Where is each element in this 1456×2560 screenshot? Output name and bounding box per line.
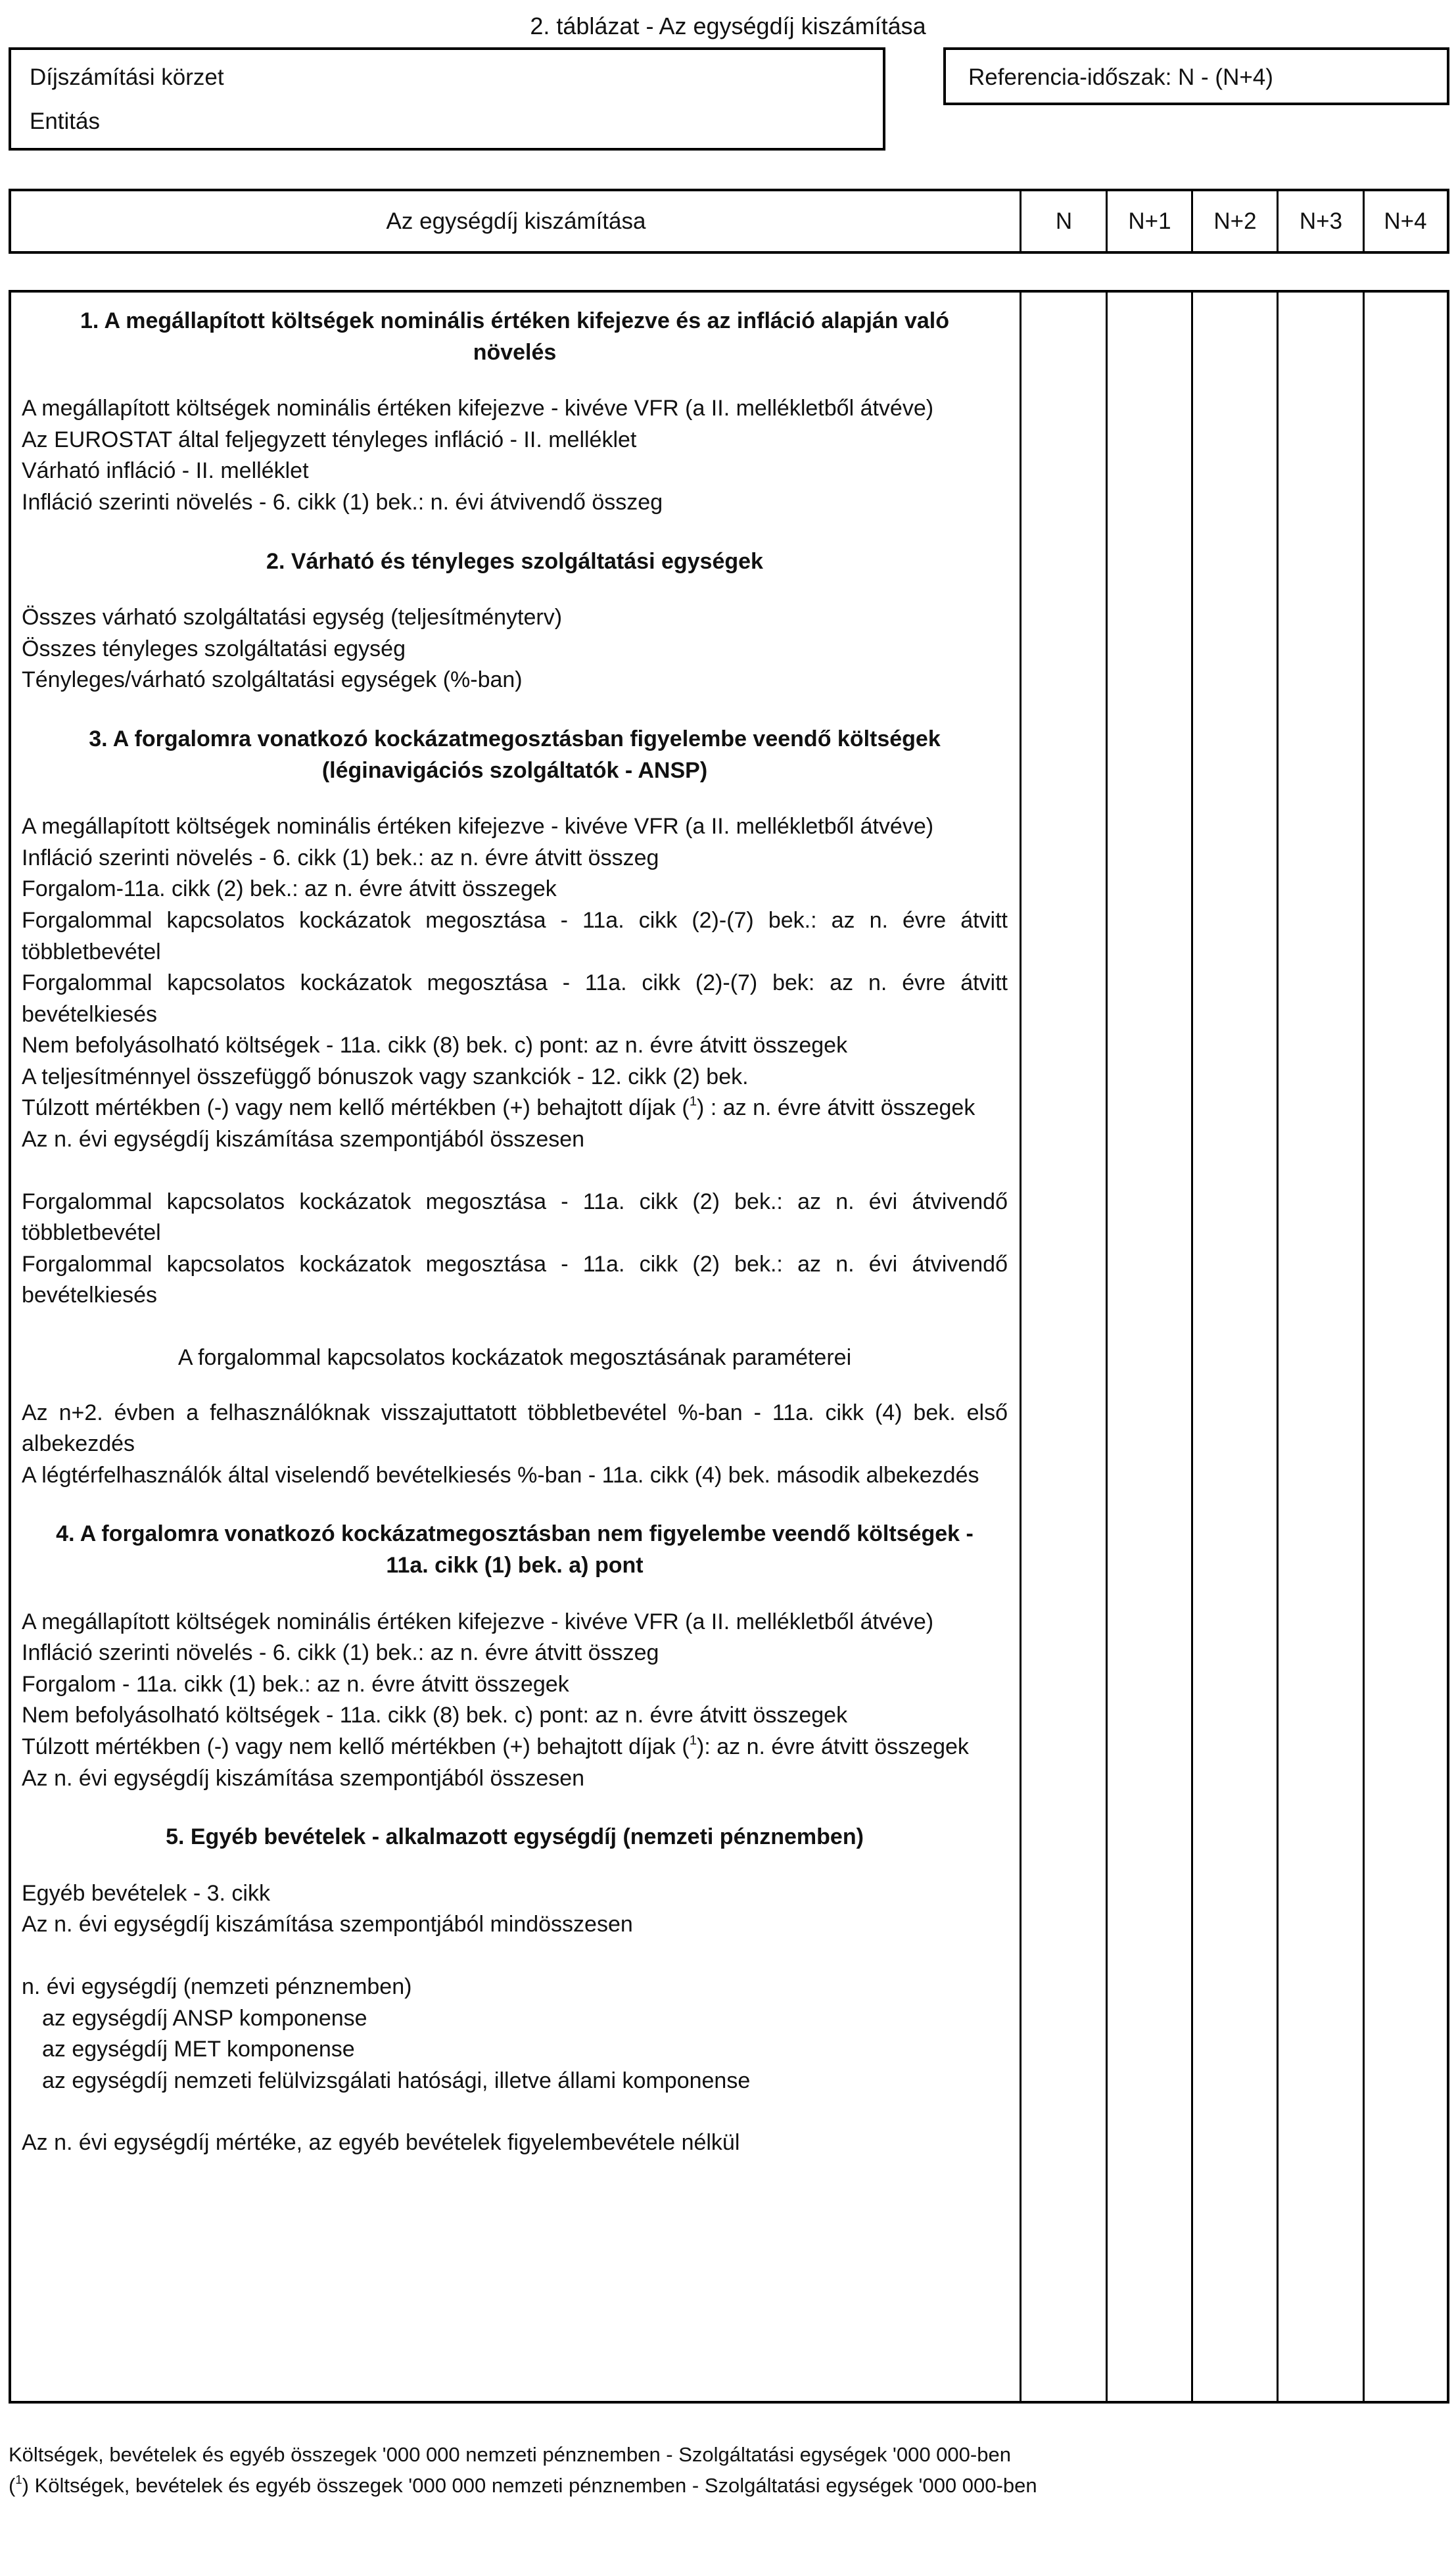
row-label: Nem befolyásolható költségek - 11a. cikk (8) bek. c) pont: az n. évre átvitt összegek [22, 1033, 848, 1058]
row-label [22, 1732, 1008, 1763]
row-label: A légtérfelhasználók által viselendő bevételkiesés %-ban - 11a. cikk (4) bek. második albekezdés [22, 1462, 979, 1488]
column-header-label: N+3 [1299, 208, 1343, 234]
value-cell-nplus2[interactable] [1193, 293, 1278, 2401]
value-cell-nplus3[interactable] [1279, 293, 1364, 2401]
row-label: Az n. évi egységdíj mértéke, az egyéb bevételek figyelembevétele nélkül [22, 2130, 740, 2156]
section-heading: 5. Egyéb bevételek - alkalmazott egységdíj (nemzeti pénznemben) [166, 1824, 864, 1850]
row-label: Infláció szerinti növelés - 6. cikk (1) bek.: az n. évre átvitt összeg [22, 1640, 659, 1666]
row-group [22, 1342, 1008, 1491]
value-cell-n[interactable] [1022, 293, 1107, 2401]
section-3 [22, 724, 1008, 1491]
row-label: Forgalommal kapcsolatos kockázatok megosztása - 11a. cikk (2) bek.: az n. évi átvivendő bevételkiesés [22, 1251, 1008, 1308]
section-heading: 4. A forgalomra vonatkozó kockázatmegosztásban nem figyelembe veendő költségek - 11a. cikk (1) bek. a) pont [56, 1521, 974, 1578]
row-label: Forgalommal kapcsolatos kockázatok megosztása - 11a. cikk (2)-(7) bek.: az n. évre átvitt többletbevétel [22, 907, 1008, 964]
row-label: A megállapított költségek nominális értéken kifejezve - kivéve VFR (a II. mellékletből átvéve) [22, 814, 934, 840]
charging-zone-box [9, 47, 885, 151]
row-label: Összes várható szolgáltatási egység (teljesítményterv) [22, 605, 563, 630]
column-header-nplus1 [1107, 191, 1192, 251]
section-1 [22, 306, 1008, 519]
row-group [22, 1878, 1008, 1941]
section-heading: 3. A forgalomra vonatkozó kockázatmegosztásban figyelembe veendő költségek (léginavigációs szolgáltatók - ANSP) [89, 726, 941, 783]
row-label: n. évi egységdíj (nemzeti pénznemben) [22, 1974, 412, 1999]
row-label: Az n. évi egységdíj kiszámítása szempontjából összesen [22, 1127, 585, 1152]
reference-period-box [943, 47, 1449, 105]
row-label: Infláció szerinti növelés - 6. cikk (1) bek.: n. évi átvivendő összeg [22, 489, 663, 515]
section-4 [22, 1519, 1008, 1794]
sub-heading: A forgalommal kapcsolatos kockázatok megosztásának paraméterei [177, 1345, 852, 1371]
reference-period-label: Referencia-időszak: N - (N+4) [968, 64, 1273, 90]
column-header-nplus4 [1364, 191, 1447, 251]
row-label: Forgalom - 11a. cikk (1) bek.: az n. évre átvitt összegek [22, 1671, 569, 1697]
row-group [22, 1972, 1008, 2097]
row-label: Egyéb bevételek - 3. cikk [22, 1880, 270, 1906]
row-label: Az EUROSTAT által feljegyzett tényleges infláció - II. melléklet [22, 427, 637, 452]
footnote-reference[interactable]: 1 [689, 1733, 697, 1748]
row-label: Az n. évi egységdíj kiszámítása szempontjából mindösszesen [22, 1912, 633, 1937]
footnote-marker: 1 [15, 2472, 22, 2486]
unit-rate-calculation-table [9, 290, 1449, 2404]
row-label: az egységdíj ANSP komponense [42, 2005, 367, 2031]
row-label: A teljesítménnyel összefüggő bónuszok vagy szankciók - 12. cikk (2) bek. [22, 1064, 749, 1089]
row-label: Forgalommal kapcsolatos kockázatok megosztása - 11a. cikk (2)-(7) bek: az n. évre átvitt bevételkiesés [22, 970, 1008, 1027]
row-label-text: ) : az n. évre átvitt összegek [697, 1095, 975, 1121]
row-label [22, 1093, 1008, 1124]
column-header-label: N+4 [1384, 208, 1427, 234]
header-label-cell [11, 191, 1021, 251]
row-label: A megállapított költségek nominális értéken kifejezve - kivéve VFR (a II. mellékletből átvéve) [22, 1609, 934, 1634]
row-label-text: Túlzott mértékben (-) vagy nem kellő mértékben (+) behajtott díjak ( [22, 1095, 690, 1121]
column-header-n [1021, 191, 1107, 251]
value-cell-nplus4[interactable] [1365, 293, 1447, 2401]
row-group [22, 1607, 1008, 1795]
row-label: Várható infláció - II. melléklet [22, 458, 309, 484]
column-header-nplus3 [1278, 191, 1364, 251]
column-header-label: N [1055, 208, 1073, 234]
row-group [22, 811, 1008, 1156]
section-heading: 2. Várható és tényleges szolgáltatási egységek [266, 548, 763, 574]
row-group [22, 1187, 1008, 1312]
footnote-1-text: Költségek, bevételek és egyéb összegek '000 000 nemzeti pénznemben - Szolgáltatási egységek '000 000-ben [34, 2474, 1037, 2497]
section-heading: 1. A megállapított költségek nominális értéken kifejezve és az infláció alapján való növelés [80, 308, 950, 365]
description-column [22, 306, 1008, 2159]
row-label: Infláció szerinti növelés - 6. cikk (1) bek.: az n. évre átvitt összeg [22, 845, 659, 870]
section-5 [22, 1822, 1008, 2159]
row-label: A megállapított költségek nominális értéken kifejezve - kivéve VFR (a II. mellékletből átvéve) [22, 396, 934, 421]
row-label: az egységdíj nemzeti felülvizsgálati hatósági, illetve állami komponense [42, 2068, 751, 2093]
row-group [22, 602, 1008, 696]
value-cell-nplus1[interactable] [1108, 293, 1192, 2401]
footnotes [9, 2439, 1037, 2501]
row-label: Tényleges/várható szolgáltatási egységek (%-ban) [22, 667, 523, 693]
section-2 [22, 546, 1008, 696]
row-group [22, 393, 1008, 518]
charging-zone-label: Díjszámítási körzet [30, 64, 224, 90]
row-label-text: ): az n. évre átvitt összegek [697, 1734, 969, 1759]
footnote-1: ($^1$) Költségek, bevételek és egyéb összegek '000 000 nemzeti pénznemben - Szolgáltatási egységek '000 000-ben [9, 2472, 1037, 2497]
row-label: Összes tényleges szolgáltatási egység [22, 636, 406, 661]
units-note: Költségek, bevételek és egyéb összegek '000 000 nemzeti pénznemben - Szolgáltatási egységek '000 000-ben [9, 2443, 1011, 2466]
header-label: Az egységdíj kiszámítása [386, 208, 646, 234]
row-label: Forgalommal kapcsolatos kockázatok megosztása - 11a. cikk (2) bek.: az n. évi átvivendő többletbevétel [22, 1189, 1008, 1246]
column-header-label: N+2 [1213, 208, 1257, 234]
table-title: 2. táblázat - Az egységdíj kiszámítása [530, 12, 926, 39]
row-label: Forgalom-11a. cikk (2) bek.: az n. évre átvitt összegek [22, 876, 557, 902]
row-group [22, 2127, 1008, 2159]
footnote-reference[interactable]: 1 [689, 1095, 697, 1110]
row-label: Az n. évi egységdíj kiszámítása szempontjából összesen [22, 1765, 585, 1791]
row-label: az egységdíj MET komponense [42, 2037, 355, 2062]
entity-label: Entitás [30, 108, 100, 134]
row-label: Nem befolyásolható költségek - 11a. cikk (8) bek. c) pont: az n. évre átvitt összegek [22, 1703, 848, 1728]
row-label: Az n+2. évben a felhasználóknak visszajuttatott többletbevétel %-ban - 11a. cikk (4) bek. első albekezdés [22, 1400, 1008, 1457]
column-header-nplus2 [1192, 191, 1278, 251]
column-header-table [9, 189, 1449, 254]
column-header-label: N+1 [1128, 208, 1171, 234]
row-label-text: Túlzott mértékben (-) vagy nem kellő mértékben (+) behajtott díjak ( [22, 1734, 690, 1759]
